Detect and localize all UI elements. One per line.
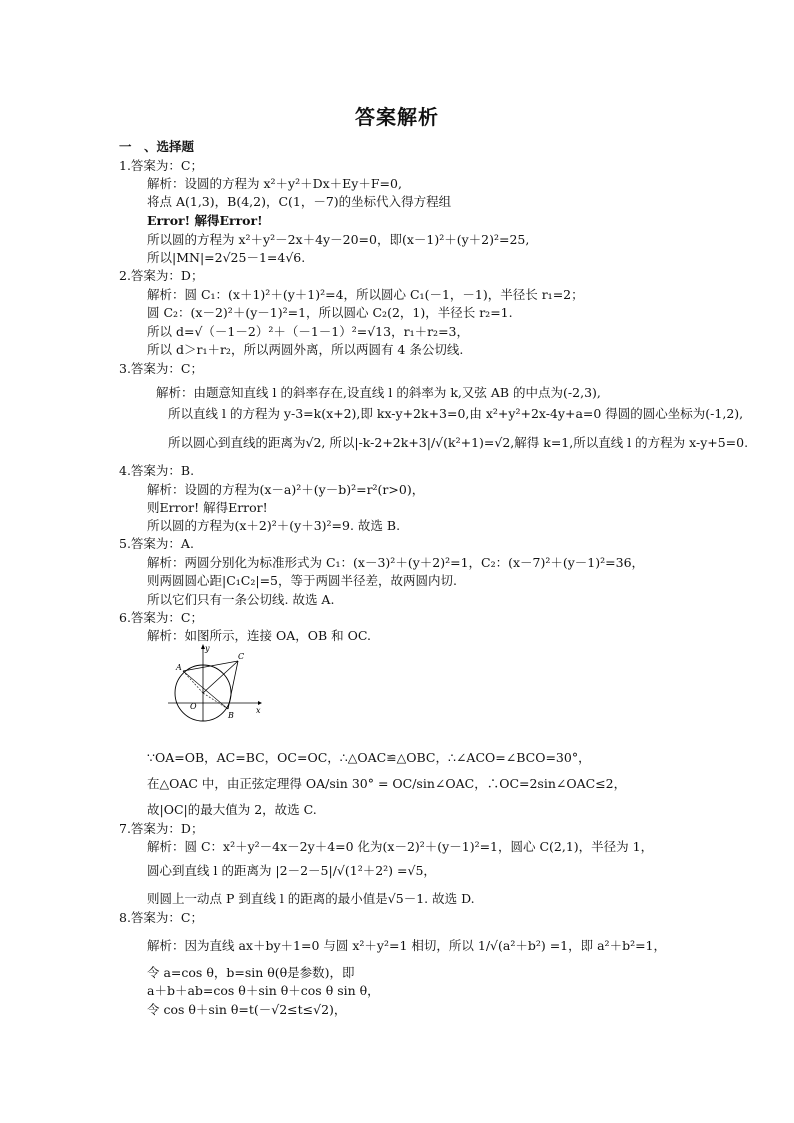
text-line: 所以圆的方程为(x＋2)²＋(y＋3)²=9. 故选 B. xyxy=(147,518,401,533)
segment-ob xyxy=(203,693,228,709)
text-line: 解析：设圆的方程为(x－a)²＋(y－b)²=r²(r>0)， xyxy=(147,482,425,497)
segment-oa xyxy=(183,671,203,693)
text-line: 令 a=cos θ，b=sin θ(θ是参数)，即 xyxy=(147,965,355,980)
text-line: 解析：因为直线 ax＋by＋1=0 与圆 x²＋y²=1 相切，所以 1/√(a²＋b²) =1，即 a²＋b²=1， xyxy=(147,938,667,953)
x-axis-arrow-icon xyxy=(258,701,262,705)
text-line: 所以圆的方程为 x²＋y²－2x＋4y－20=0，即(x－1)²＋(y＋2)²=25, xyxy=(147,232,530,247)
label-b: B xyxy=(228,711,234,720)
text-line: 所以 d=√（－1－2）²＋（－1－1）²=√13，r₁＋r₂=3， xyxy=(147,324,469,339)
answer-4: 4.答案为：B. xyxy=(119,463,195,478)
label-a: A xyxy=(176,663,182,672)
answer-7: 7.答案为：D； xyxy=(119,821,204,836)
answer-6: 6.答案为：C； xyxy=(119,610,203,625)
page-title: 答案解析 xyxy=(355,105,439,129)
label-c: C xyxy=(238,652,245,661)
text-line: 解析：设圆的方程为 x²＋y²＋Dx＋Ey＋F=0, xyxy=(147,176,402,191)
text-line: Error! 解得Error! xyxy=(147,213,263,228)
segment-ac xyxy=(183,661,238,671)
text-line: 所以 d＞r₁＋r₂，所以两圆外离，所以两圆有 4 条公切线. xyxy=(147,342,464,357)
answer-5: 5.答案为：A. xyxy=(119,536,194,551)
label-x: x xyxy=(256,706,261,715)
text-line: 所以直线 l 的方程为 y-3=k(x+2),即 kx-y+2k+3=0,由 x²+y²+2x-4y+a=0 得圆的圆心坐标为(-1,2), xyxy=(168,406,744,421)
text-line: 所以圆心到直线的距离为√2, 所以|-k-2+2k+3|/√(k²+1)=√2,解得 k=1,所以直线 l 的方程为 x-y+5=0. xyxy=(168,435,749,450)
text-line: 解析：圆 C：x²＋y²－4x－2y＋4=0 化为(x－2)²＋(y－1)²=1，圆心 C(2,1)，半径为 1， xyxy=(147,839,654,854)
text-line: 在△OAC 中，由正弦定理得 OA/sin 30° = OC/sin∠OAC，∴OC=2sin∠OAC≤2， xyxy=(147,776,627,791)
text-line: 解析：两圆分别化为标准形式为 C₁：(x－3)²＋(y＋2)²=1，C₂：(x－7)²＋(y－1)²=36， xyxy=(147,555,645,570)
section-heading: 一 、选择题 xyxy=(119,139,195,154)
text-line: 所以|MN|=2√25－1=4√6. xyxy=(147,250,306,265)
text-line: 所以它们只有一条公切线. 故选 A. xyxy=(147,592,335,607)
text-line: 则圆上一动点 P 到直线 l 的距离的最小值是√5－1. 故选 D. xyxy=(147,891,475,906)
text-line: 解析：如图所示，连接 OA，OB 和 OC. xyxy=(147,628,371,643)
answer-3: 3.答案为：C； xyxy=(119,361,203,376)
answer-8: 8.答案为：C； xyxy=(119,910,203,925)
text-line: 故|OC|的最大值为 2，故选 C. xyxy=(147,802,317,817)
text-line: 圆 C₂：(x－2)²＋(y－1)²=1，所以圆心 C₂(2，1)，半径长 r₂=1. xyxy=(147,305,513,320)
text-line: 则Error! 解得Error! xyxy=(147,500,268,515)
geometry-figure xyxy=(168,643,263,723)
text-line: 则两圆圆心距|C₁C₂|=5，等于两圆半径差，故两圆内切. xyxy=(147,573,457,588)
label-o: O xyxy=(190,702,197,711)
text-line: 解析：由题意知直线 l 的斜率存在,设直线 l 的斜率为 k,又弦 AB 的中点为(-2,3), xyxy=(156,385,601,400)
text-line: 令 cos θ＋sin θ=t(－√2≤t≤√2)， xyxy=(147,1002,347,1017)
text-line: a＋b＋ab=cos θ＋sin θ＋cos θ sin θ， xyxy=(147,983,380,998)
label-y: y xyxy=(205,644,210,653)
answer-2: 2.答案为：D； xyxy=(119,268,204,283)
text-line: 解析：圆 C₁：(x＋1)²＋(y＋1)²=4，所以圆心 C₁(－1，－1)，半径长 r₁=2； xyxy=(147,287,584,302)
answer-1: 1.答案为：C； xyxy=(119,158,203,173)
text-line: ∵OA=OB，AC=BC，OC=OC，∴△OAC≌△OBC，∴∠ACO=∠BCO=30°， xyxy=(147,750,591,765)
text-line: 将点 A(1,3)，B(4,2)，C(1，－7)的坐标代入得方程组 xyxy=(147,194,452,209)
text-line: 圆心到直线 l 的距离为 |2－2－5|/√(1²＋2²) =√5， xyxy=(147,863,436,878)
